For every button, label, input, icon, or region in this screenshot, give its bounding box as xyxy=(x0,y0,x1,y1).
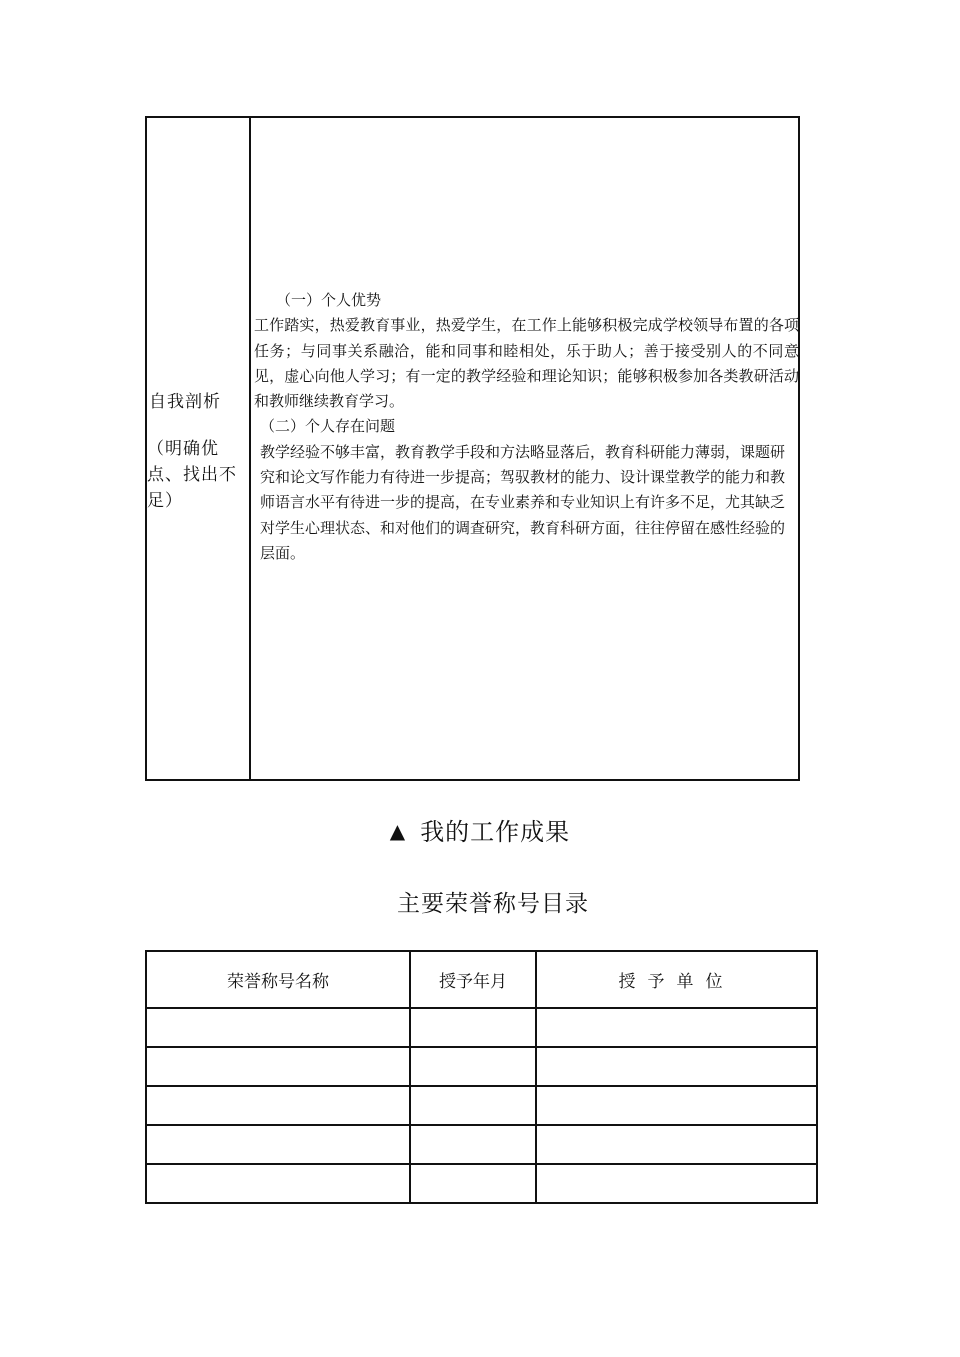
header-award-date: 授予年月 xyxy=(410,951,536,1008)
self-analysis-sublabel: （明确优点、找出不足） xyxy=(147,439,237,511)
honor-table xyxy=(145,950,818,1204)
cell-award-unit[interactable] xyxy=(536,1125,817,1164)
work-results-heading xyxy=(0,812,960,847)
cell-award-date[interactable] xyxy=(410,1164,536,1203)
header-award-unit: 授予单位 xyxy=(536,951,817,1008)
work-results-title: 我的工作成果 xyxy=(420,818,571,846)
cell-award-unit[interactable] xyxy=(536,1047,817,1086)
cell-honor-name[interactable] xyxy=(146,1047,410,1086)
self-analysis-content-cell xyxy=(251,118,798,779)
honor-list-title: 主要荣誉称号目录 xyxy=(397,891,589,917)
self-analysis-content xyxy=(254,288,799,566)
cell-honor-name[interactable] xyxy=(146,1008,410,1047)
table-row xyxy=(146,1086,817,1125)
triangle-icon: ▲ xyxy=(389,819,407,843)
strengths-title: （一）个人优势 xyxy=(276,291,382,309)
table-row xyxy=(146,1125,817,1164)
cell-award-date[interactable] xyxy=(410,1086,536,1125)
cell-award-unit[interactable] xyxy=(536,1086,817,1125)
problems-title: （二）个人存在问题 xyxy=(260,417,396,436)
problems-text: 教学经验不够丰富，教育教学手段和方法略显落后，教育科研能力薄弱，课题研究和论文写作能力有待进一步提高；驾驭教材的能力、设计课堂教学的能力和教师语言水平有待进一步的提高，在专业素养和专业知识上有许多不足，尤其缺乏对学生心理状态、和对他们的调查研究，教育科研方面，往往停留在感性经验的层面。 xyxy=(260,442,786,562)
cell-award-date[interactable] xyxy=(410,1008,536,1047)
cell-honor-name[interactable] xyxy=(146,1086,410,1125)
self-analysis-label-cell xyxy=(147,118,251,779)
cell-award-date[interactable] xyxy=(410,1125,536,1164)
self-analysis-label: 自我剖析 xyxy=(149,392,221,412)
cell-honor-name[interactable] xyxy=(146,1164,410,1203)
self-analysis-table xyxy=(145,116,800,781)
header-honor-name: 荣誉称号名称 xyxy=(146,951,410,1008)
table-row xyxy=(146,1047,817,1086)
table-row xyxy=(146,1164,817,1203)
cell-award-unit[interactable] xyxy=(536,1164,817,1203)
strengths-text: 工作踏实，热爱教育事业，热爱学生，在工作上能够积极完成学校领导布置的各项任务；与同事关系融洽，能和同事和睦相处，乐于助人；善于接受别人的不同意见，虚心向他人学习；有一定的教学经验和理论知识；能够积极参加各类教研活动和教师继续教育学习。 xyxy=(254,316,799,411)
honor-table-header-row xyxy=(146,951,817,1008)
table-row xyxy=(146,1008,817,1047)
cell-award-date[interactable] xyxy=(410,1047,536,1086)
cell-honor-name[interactable] xyxy=(146,1125,410,1164)
cell-award-unit[interactable] xyxy=(536,1008,817,1047)
